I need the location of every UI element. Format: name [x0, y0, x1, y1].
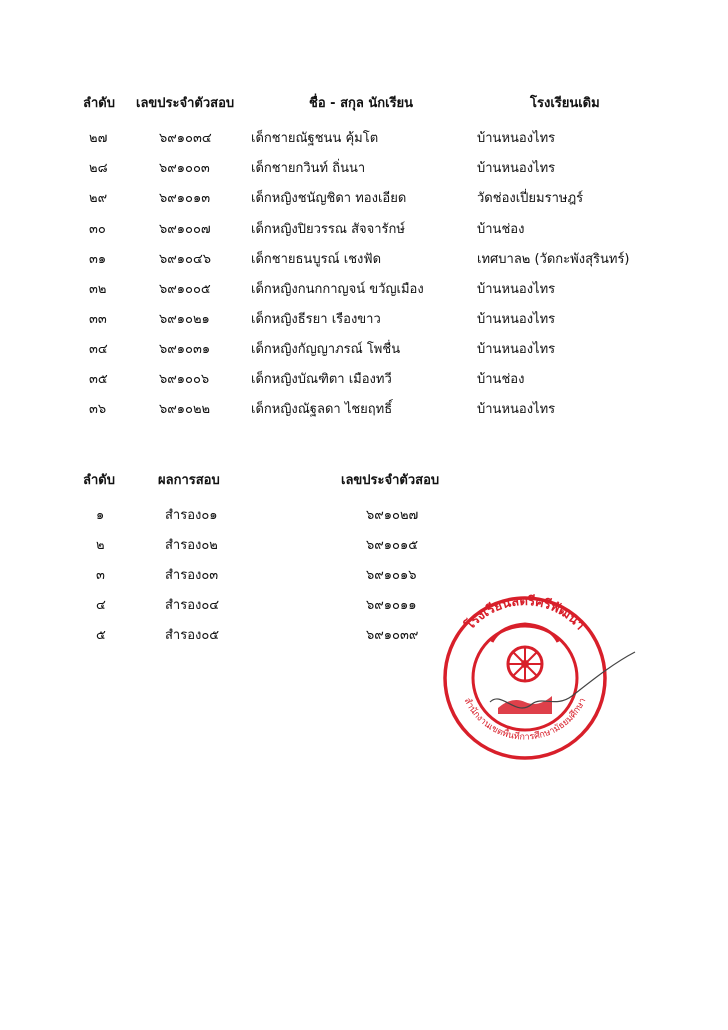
row-exam-id: ๖๙๑๐๒๗ — [366, 508, 419, 523]
row-school: บ้านช่อง — [477, 222, 525, 237]
row-name: เด็กหญิงธีรยา เรืองขาว — [251, 312, 381, 327]
row-result: สำรอง๐๒ — [165, 538, 218, 553]
row-exam-id: ๖๙๑๐๑๕ — [366, 538, 419, 553]
row-school: บ้านหนองไทร — [477, 282, 556, 297]
seal-base-ornament — [498, 696, 552, 714]
row-exam-id: ๖๙๑๐๑๖ — [366, 568, 417, 583]
table2-header-result: ผลการสอบ — [158, 473, 220, 488]
row-name: เด็กชายธนบูรณ์ เชงฟัด — [251, 252, 382, 267]
row-order: ๒๘ — [89, 161, 108, 176]
row-exam-id: ๖๙๑๐๐๗ — [159, 222, 211, 237]
row-order: ๑ — [96, 508, 105, 523]
row-school: บ้านหนองไทร — [477, 342, 556, 357]
table1-header-order: ลำดับ — [83, 96, 115, 111]
row-name: เด็กหญิงบัณฑิตา เมืองทวี — [251, 372, 392, 387]
row-name: เด็กหญิงชนัญชิดา ทองเอียด — [251, 191, 407, 206]
table1-header-school: โรงเรียนเดิม — [530, 96, 600, 111]
row-order: ๒ — [96, 538, 105, 553]
row-order: ๕ — [96, 628, 106, 643]
table2-header-order: ลำดับ — [83, 473, 115, 488]
row-name: เด็กชายกวินท์ ถิ่นนา — [251, 161, 366, 176]
row-exam-id: ๖๙๑๐๐๓ — [159, 161, 210, 176]
row-school: บ้านหนองไทร — [477, 312, 556, 327]
row-exam-id: ๖๙๑๐๒๒ — [159, 402, 211, 417]
row-name: เด็กหญิงกัญญาภรณ์ โพชื่น — [251, 342, 401, 357]
school-seal — [430, 590, 640, 760]
row-school: บ้านหนองไทร — [477, 131, 556, 146]
row-order: ๓๐ — [89, 222, 106, 237]
row-exam-id: ๖๙๑๐๐๕ — [159, 282, 211, 297]
row-school: บ้านช่อง — [477, 372, 525, 387]
row-exam-id: ๖๙๑๐๑๑ — [366, 598, 417, 613]
row-order: ๒๗ — [89, 131, 108, 146]
dharma-wheel-icon — [508, 647, 542, 681]
row-result: สำรอง๐๕ — [165, 628, 220, 643]
row-order: ๓๓ — [89, 312, 107, 327]
table1-header-name: ชื่อ - สกุล นักเรียน — [309, 96, 414, 111]
row-school: บ้านหนองไทร — [477, 402, 556, 417]
row-name: เด็กหญิงกนกกาญจน์ ขวัญเมือง — [251, 282, 424, 297]
row-exam-id: ๖๙๑๐๓๙ — [366, 628, 419, 643]
row-result: สำรอง๐๓ — [165, 568, 219, 583]
row-order: ๓๔ — [89, 342, 108, 357]
row-name: เด็กหญิงปิยวรรณ สัจจารักษ์ — [251, 222, 405, 237]
row-name: เด็กชายณัฐชนน คุ้มโต — [251, 131, 379, 146]
row-name: เด็กหญิงณัฐลดา ไชยฤทธิ์ — [251, 402, 393, 417]
row-exam-id: ๖๙๑๐๐๖ — [159, 372, 210, 387]
row-order: ๒๙ — [89, 191, 108, 206]
row-exam-id: ๖๙๑๐๔๖ — [159, 252, 212, 267]
row-result: สำรอง๐๔ — [165, 598, 220, 613]
row-exam-id: ๖๙๑๐๓๑ — [159, 342, 211, 357]
row-school: เทศบาล๒ (วัดกะพังสุรินทร์) — [477, 252, 630, 267]
signature-stroke — [490, 652, 635, 708]
row-order: ๔ — [96, 598, 106, 613]
seal-bottom-text: สำนักงานเขตพื้นที่การศึกษามัธยมศึกษา — [461, 696, 589, 743]
table1-header-exam-id: เลขประจำตัวสอบ — [136, 96, 235, 111]
row-result: สำรอง๐๑ — [165, 508, 218, 523]
row-order: ๓๖ — [89, 402, 107, 417]
seal-top-text: โรงเรียนสตรีศรีพัฒนา — [462, 593, 588, 634]
table2-header-exam-id: เลขประจำตัวสอบ — [341, 473, 440, 488]
row-order: ๓๑ — [89, 252, 107, 267]
row-order: ๓๒ — [89, 282, 107, 297]
row-exam-id: ๖๙๑๐๓๔ — [159, 131, 212, 146]
row-exam-id: ๖๙๑๐๒๑ — [159, 312, 210, 327]
row-order: ๓ — [96, 568, 105, 583]
row-order: ๓๕ — [89, 372, 108, 387]
row-school: บ้านหนองไทร — [477, 161, 556, 176]
row-exam-id: ๖๙๑๐๑๓ — [159, 191, 211, 206]
row-school: วัดช่องเปี่ยมราษฎร์ — [477, 191, 584, 206]
